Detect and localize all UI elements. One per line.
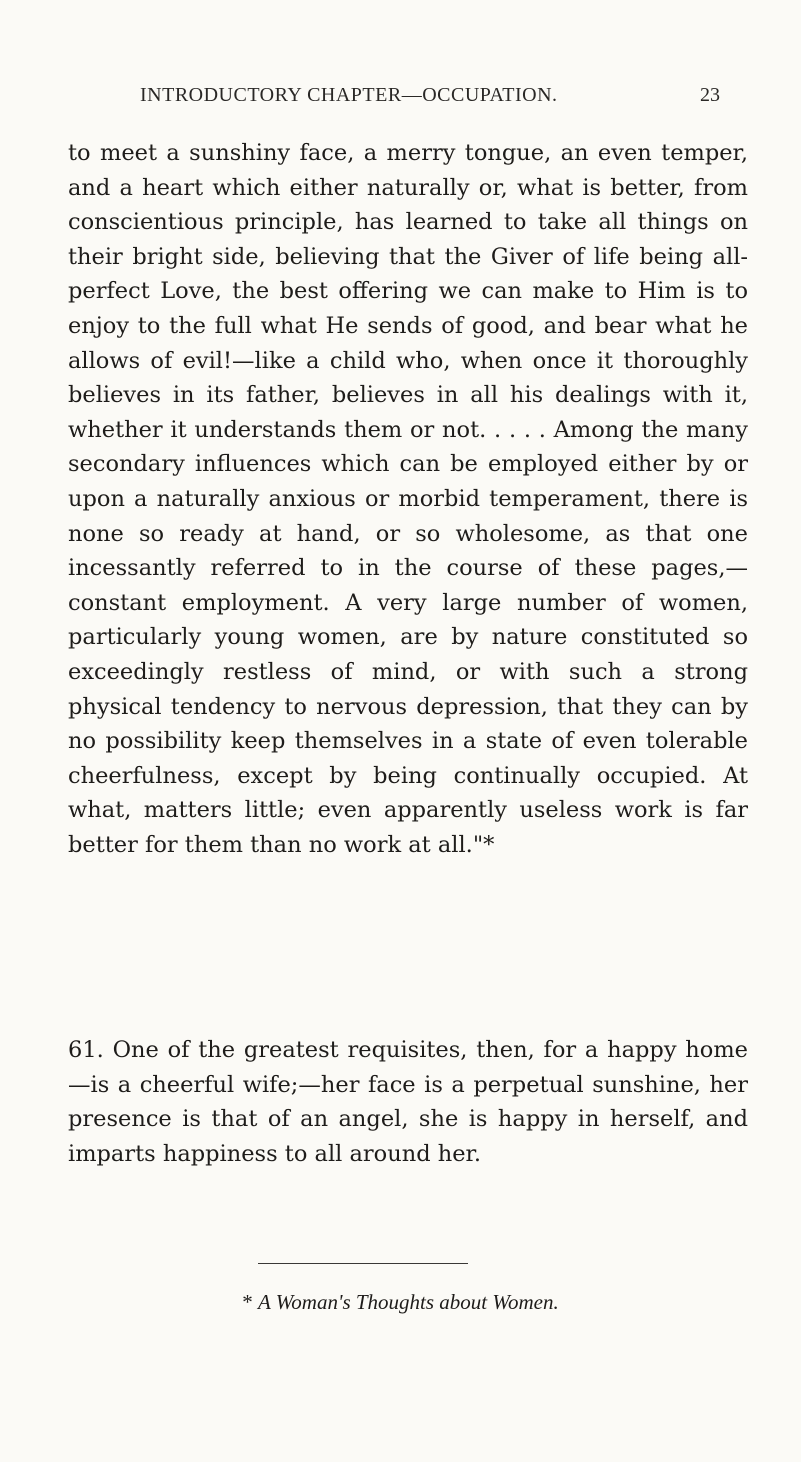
page-number: 23 <box>700 84 720 106</box>
running-head: INTRODUCTORY CHAPTER—OCCUPATION. <box>140 84 558 106</box>
footnote-text: A Woman's Thoughts about Women. <box>258 1290 559 1314</box>
footnote-marker: * <box>242 1290 253 1314</box>
body-paragraph-1: to meet a sunshiny face, a merry tongue, an even temper, and a heart which either naturally or, what is better, from conscientious principle, has learned to take all things on their bright side, believing that the Giver of life being all-perfect Love, the best offering we can make to Him is to enjoy to the full what He sends of good, and bear what he allows of evil!—like a child who, when once it thoroughly believes in its father, believes in all his dealings with it, whether it understands them or not. . . . . Among the many secondary influences which can be employed either by or upon a naturally anxious or morbid temperament, there is none so ready at hand, or so wholesome, as that one incessantly referred to in the course of these pages,—constant employment. A very large number of women, particularly young women, are by nature constituted so exceedingly restless of mind, or with such a strong physical tendency to nervous depression, that they can by no possibility keep themselves in a state of even tolerable cheerfulness, except by being continually occupied. At what, matters little; even apparently useless work is far better for them than no work at all."* <box>68 140 748 858</box>
footnote-divider <box>258 1263 468 1264</box>
body-paragraph-2: 61. One of the greatest requisites, then, for a happy home—is a cheerful wife;—her face is a perpetual sunshine, her presence is that of an angel, she is happy in herself, and imparts happiness to all around her. <box>68 1037 748 1167</box>
footnote <box>0 1290 801 1315</box>
